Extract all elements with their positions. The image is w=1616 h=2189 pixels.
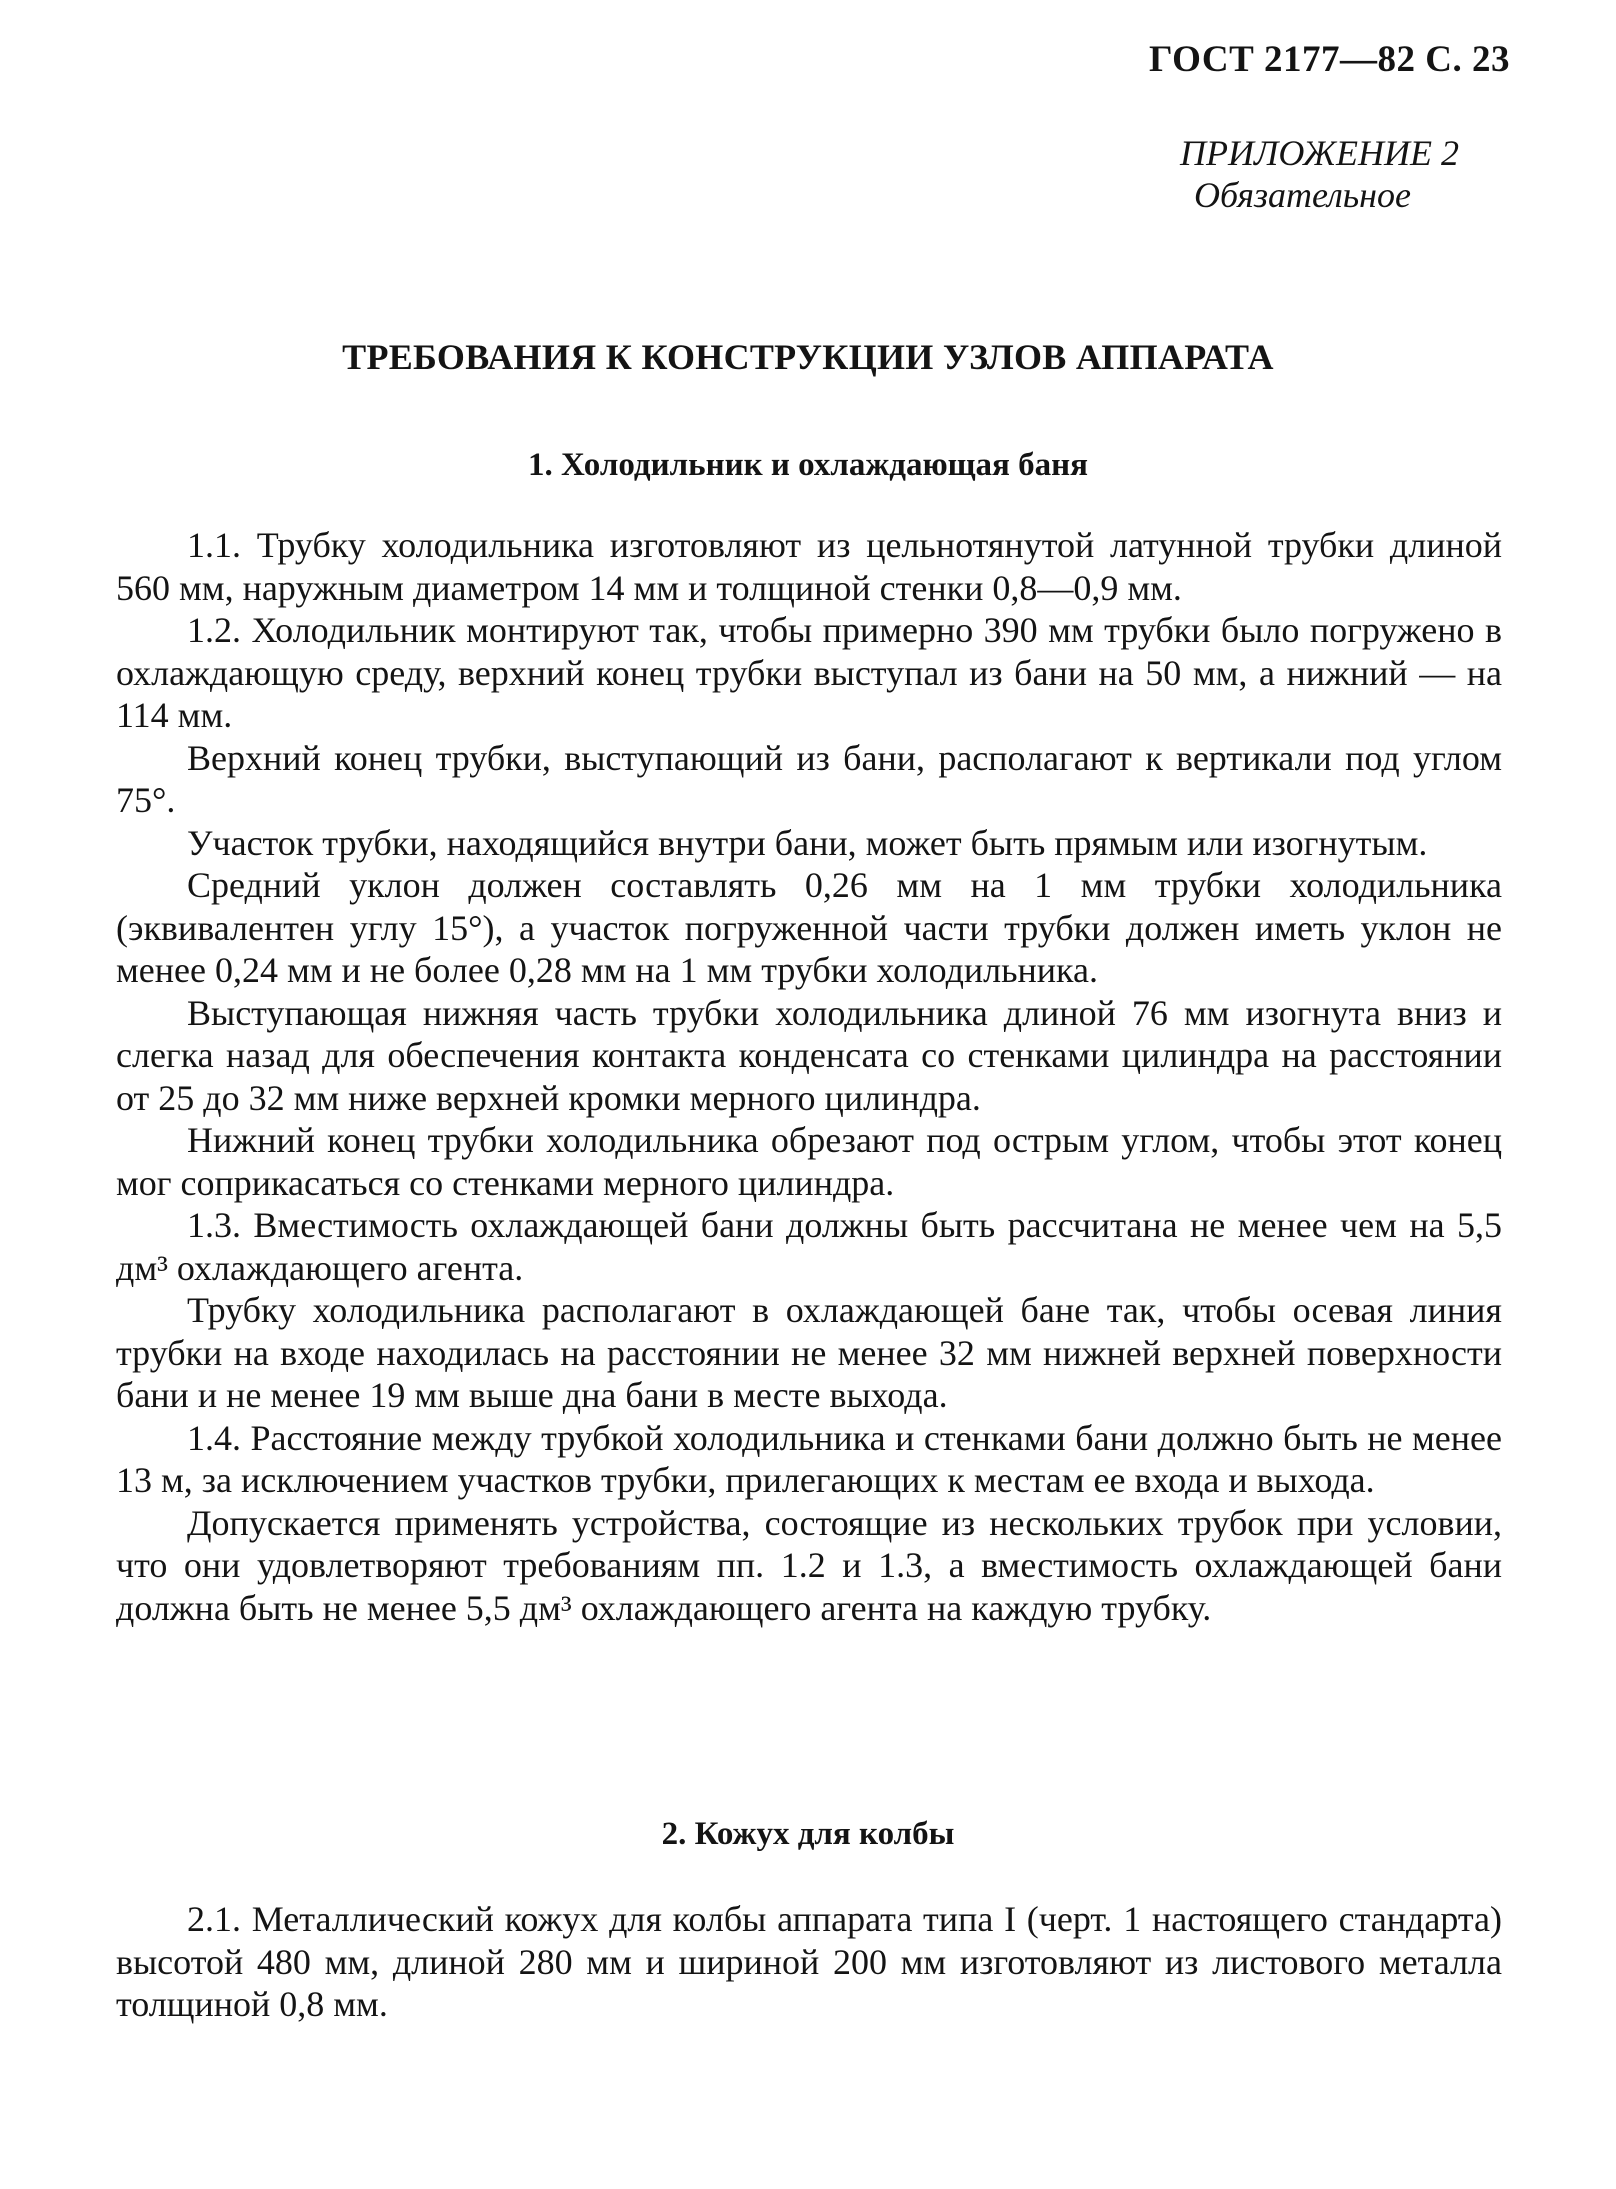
appendix-number: ПРИЛОЖЕНИЕ 2 <box>1180 133 1459 173</box>
paragraph-1-3: 1.3. Вместимость охлаждающей бани должны быть рассчитана не менее чем на 5,5 дм³ охлаждающего агента. <box>116 1205 1502 1288</box>
paragraph-1-2-slope: Средний уклон должен составлять 0,26 мм на 1 мм трубки холодильника (эквивалентен углу 15°), а участок погруженной части трубки должен иметь уклон не менее 0,24 мм и не более 0,28 мм на 1 мм трубки холодильника. <box>116 865 1502 990</box>
paragraph-1-3-placement: Трубку холодильника располагают в охлаждающей бане так, чтобы осевая линия трубки на входе находилась на расстоянии не менее 32 мм нижней верхней поверхности бани и не менее 19 мм выше дна бани в месте выхода. <box>116 1290 1502 1415</box>
paragraph-1-2-upper-end: Верхний конец трубки, выступающий из бани, располагают к вертикали под углом 75°. <box>116 737 1502 820</box>
paragraph-2-1: 2.1. Металлический кожух для колбы аппарата типа I (черт. 1 настоящего стандарта) высотой 480 мм, длиной 280 мм и шириной 200 мм изготовляют из листового металла толщиной 0,8 мм. <box>116 1899 1502 2024</box>
appendix-label <box>1180 132 1510 216</box>
paragraph-1-2: 1.2. Холодильник монтируют так, чтобы примерно 390 мм трубки было погружено в охлаждающую среду, верхний конец трубки выступал из бани на 50 мм, а нижний — на 114 мм. <box>116 610 1502 735</box>
section-1-body <box>116 524 1502 1629</box>
paragraph-1-2-lower-end: Нижний конец трубки холодильника обрезают под острым углом, чтобы этот конец мог соприкасаться со стенками мерного цилиндра. <box>116 1120 1502 1203</box>
standard-page-code: ГОСТ 2177—82 С. 23 <box>1149 39 1510 80</box>
section-1-title: 1. Холодильник и охлаждающая баня <box>527 447 1089 483</box>
paragraph-1-4-multiple-tubes: Допускается применять устройства, состоящие из нескольких трубок при условии, что они удовлетворяют требованиям пп. 1.2 и 1.3, а вместимость охлаждающей бани должна быть не менее 5,5 дм³ охлаждающего агента на каждую трубку. <box>116 1502 1502 1628</box>
section-2-title: 2. Кожух для колбы <box>661 1816 955 1852</box>
paragraph-1-2-inner-section: Участок трубки, находящийся внутри бани, может быть прямым или изогнутым. <box>187 822 1428 863</box>
paragraph-1-1: 1.1. Трубку холодильника изготовляют из цельнотянутой латунной трубки длиной 560 мм, наружным диаметром 14 мм и толщиной стенки 0,8—0,9 мм. <box>116 525 1502 608</box>
document-title: ТРЕБОВАНИЯ К КОНСТРУКЦИИ УЗЛОВ АППАРАТА <box>342 337 1274 377</box>
paragraph-1-2-lower-part: Выступающая нижняя часть трубки холодильника длиной 76 мм изогнута вниз и слегка назад для обеспечения контакта конденсата со стенками цилиндра на расстоянии от 25 до 32 мм ниже верхней кромки мерного цилиндра. <box>116 992 1502 1118</box>
paragraph-1-4: 1.4. Расстояние между трубкой холодильника и стенками бани должно быть не менее 13 м, за исключением участков трубки, прилегающих к местам ее входа и выхода. <box>116 1417 1502 1500</box>
appendix-type: Обязательное <box>1194 175 1411 215</box>
section-2-body <box>116 1898 1502 2026</box>
